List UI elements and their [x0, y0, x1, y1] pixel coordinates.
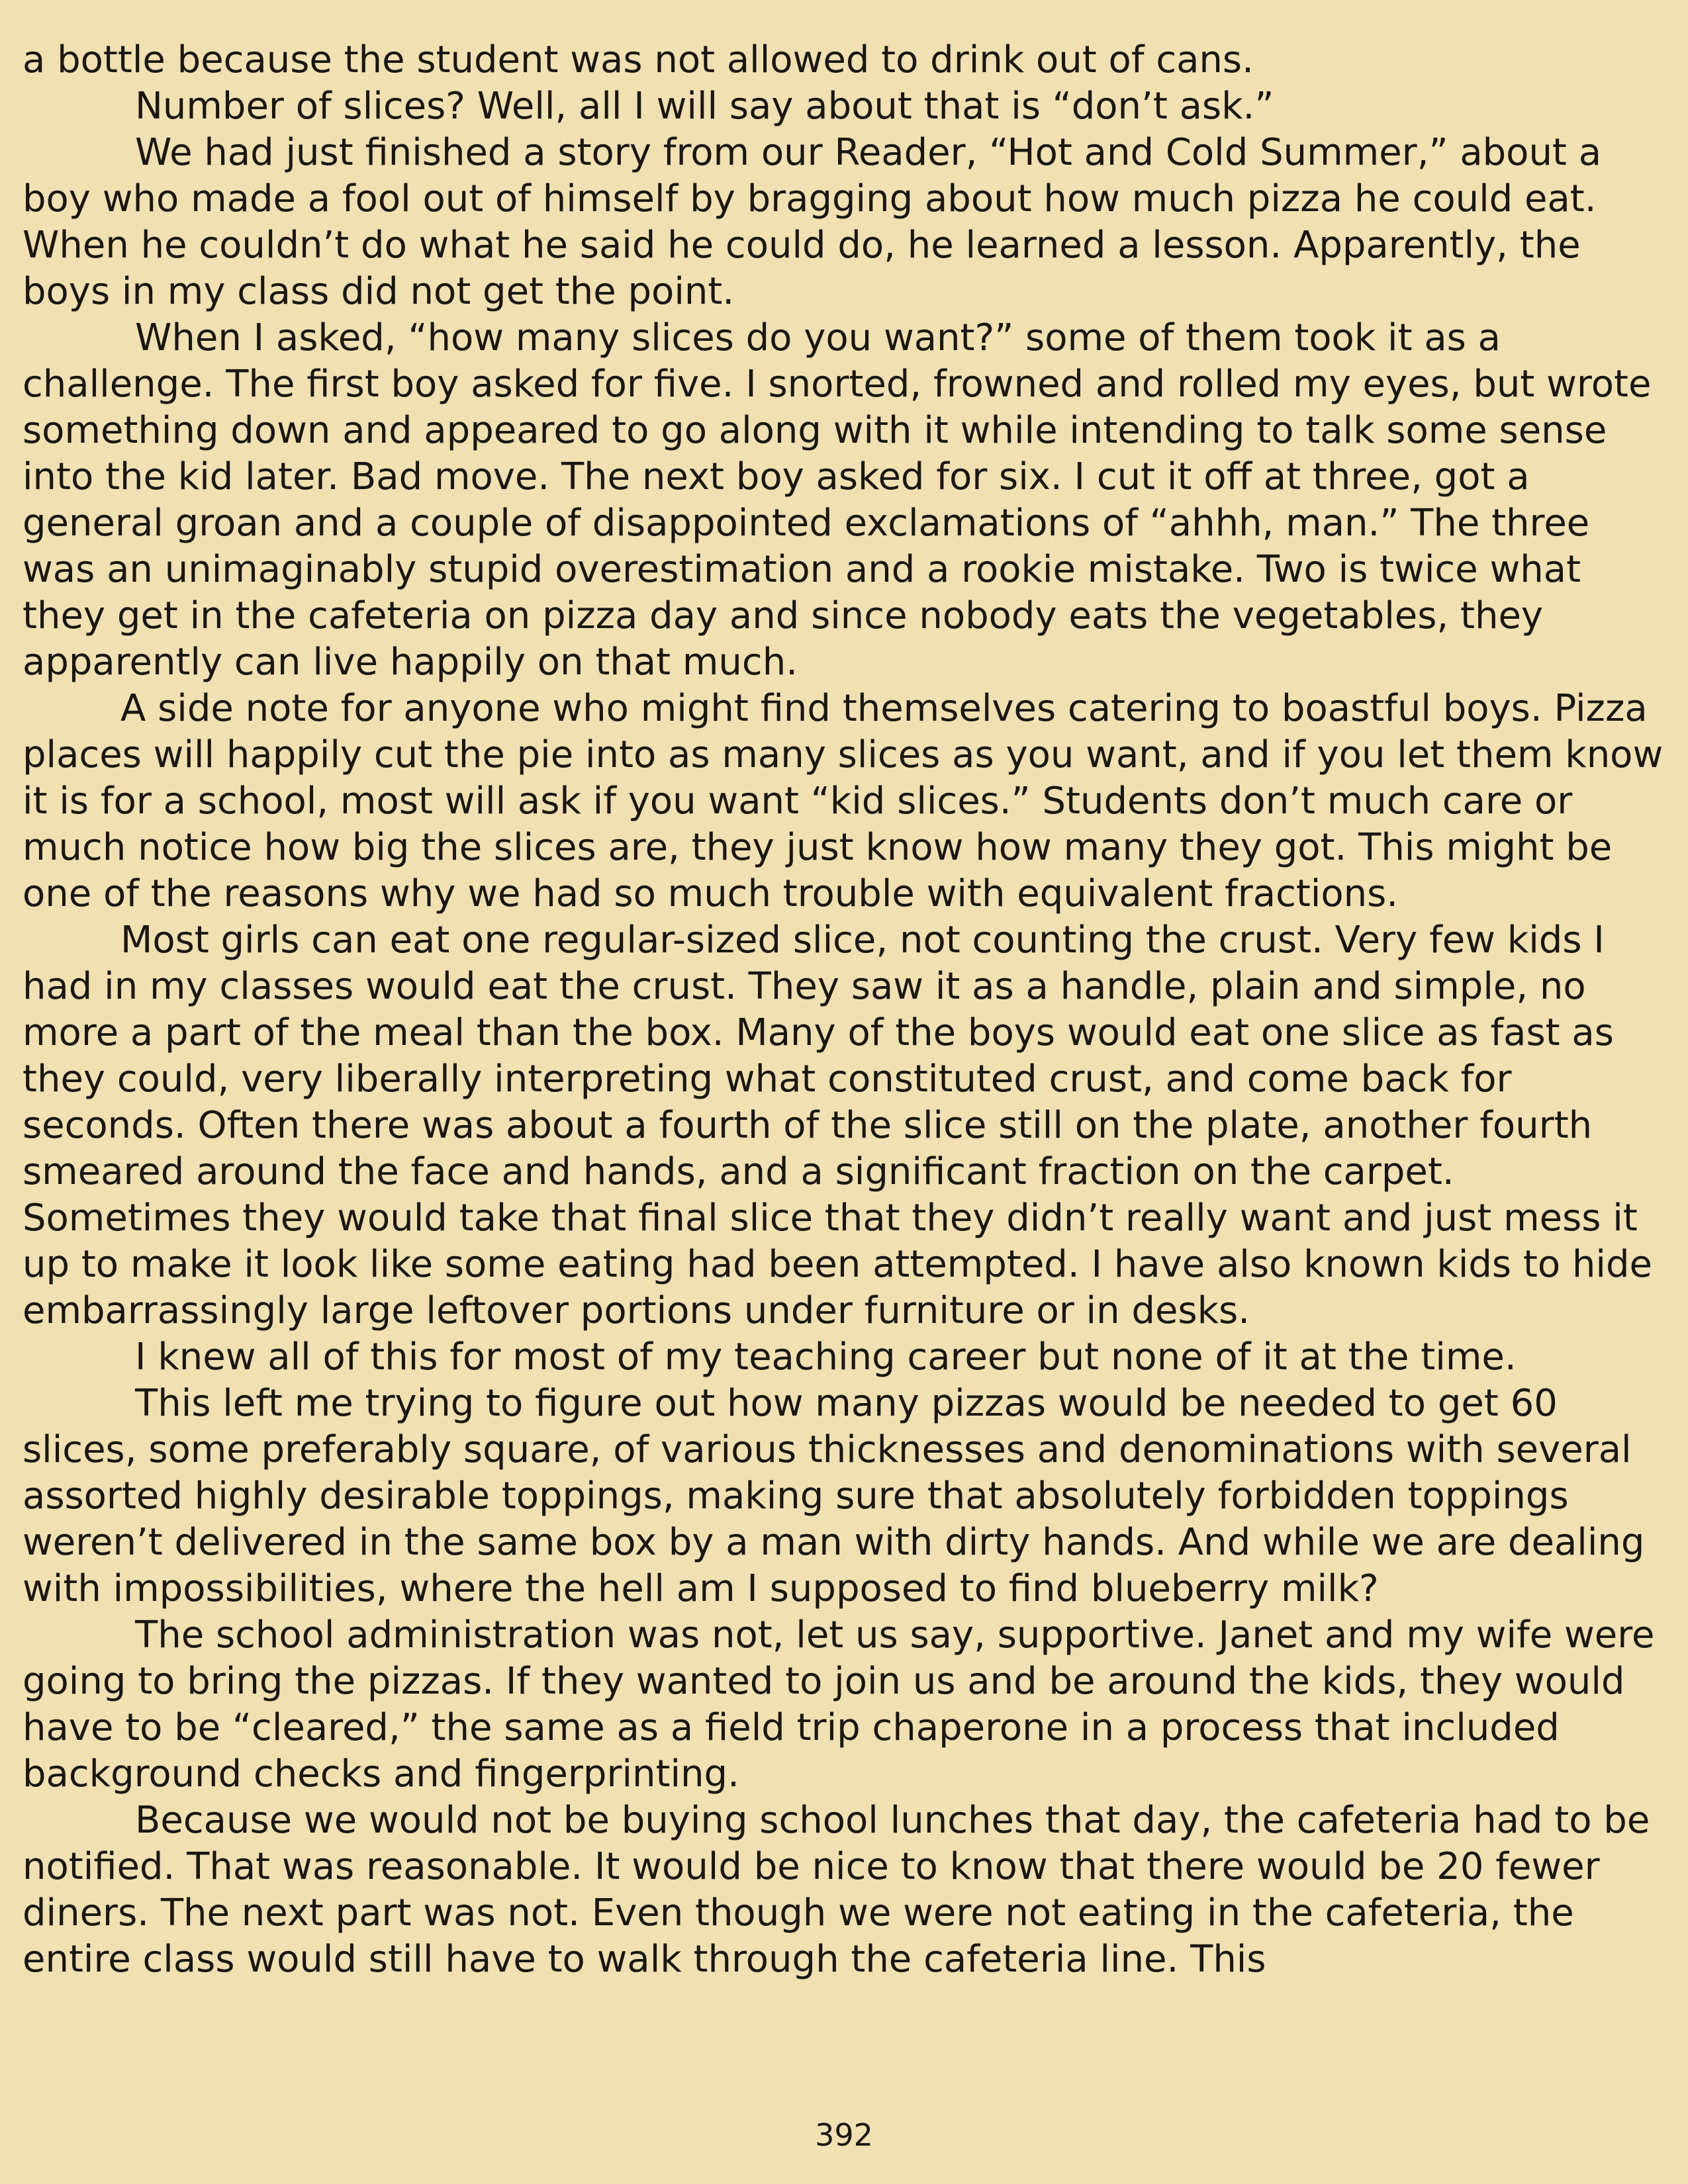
paragraph-cafeteria: Because we would not be buying school lunches that day, the cafeteria had to be notified. That was reasonable. It would be nice to know that there would be 20 fewer diners. The next part was not. Even though we were not eating in the cafeteria, the entire class would still have to walk through the cafeteria line. This — [23, 1799, 1650, 1981]
paragraph-reader-story: We had just finished a story from our Reader, “Hot and Cold Summer,” about a boy who made a fool out of himself by bragging about how much pizza he could eat. When he couldn’t do what he said he could do, he learned a lesson. Apparently, the boys in my class did not get the point. — [23, 131, 1602, 313]
paragraph-number-of-slices: Number of slices? Well, all I will say about that is “don’t ask.” — [135, 85, 1274, 128]
paragraph-how-many-pizzas: This left me trying to figure out how many pizzas would be needed to get 60 slices, some preferably square, of various thicknesses and denominations with several assorted highly desirable toppings, making sure that absolutely forbidden toppings weren’t delivered in the same box by a man with dirty hands. And while we are dealing with impossibilities, where the hell am I supposed to find blueberry milk? — [23, 1382, 1645, 1610]
paragraph-girls-crust: Most girls can eat one regular-sized slice, not counting the crust. Very few kids I had in my classes would eat the crust. They saw it as a handle, plain and simple, no more a part of the meal than the box. Many of the boys would eat one slice as fast as they could, very liberally interpreting what constituted crust, and come back for seconds. Often there was about a fourth of the slice still on the plate, another fourth smeared around the face and hands, and a significant fraction on the carpet. Sometimes they would take that final slice that they didn’t really want and just mess it up to make it look like some eating had been attempted. I have also known kids to hide embarrassingly large leftover portions under furniture or in desks. — [23, 919, 1652, 1332]
paragraph-side-note: A side note for anyone who might find themselves catering to boastful boys. Pizza places will happily cut the pie into as many slices as you want, and if you let them know it is for a school, most will ask if you want “kid slices.” Students don’t much care or much notice how big the slices are, they just know how many they got. This might be one of the reasons why we had so much trouble with equivalent fractions. — [23, 687, 1664, 915]
paragraph-how-many-slices: When I asked, “how many slices do you want?” some of them took it as a challenge. The first boy asked for five. I snorted, frowned and rolled my eyes, but wrote something down and appeared to go along with it while intending to talk some sense into the kid later. Bad move. The next boy asked for six. I cut it off at three, got a general groan and a couple of disappointed exclamations of “ahhh, man.” The three was an unimaginably stupid overestimation and a rookie mistake. Two is twice what they get in the cafeteria on pizza day and since nobody eats the vegetables, they apparently can live happily on that much. — [23, 316, 1652, 684]
page-body — [23, 37, 1664, 1983]
paragraph-knew-all-this: I knew all of this for most of my teaching career but none of it at the time. — [135, 1336, 1517, 1379]
paragraph-bottle: a bottle because the student was not allowed to drink out of cans. — [23, 38, 1254, 81]
page-number: 392 — [815, 2117, 873, 2153]
paragraph-administration: The school administration was not, let us say, supportive. Janet and my wife were going to bring the pizzas. If they wanted to join us and be around the kids, they would have to be “cleared,” the same as a field trip chaperone in a process that included background checks and fingerprinting. — [23, 1614, 1655, 1796]
